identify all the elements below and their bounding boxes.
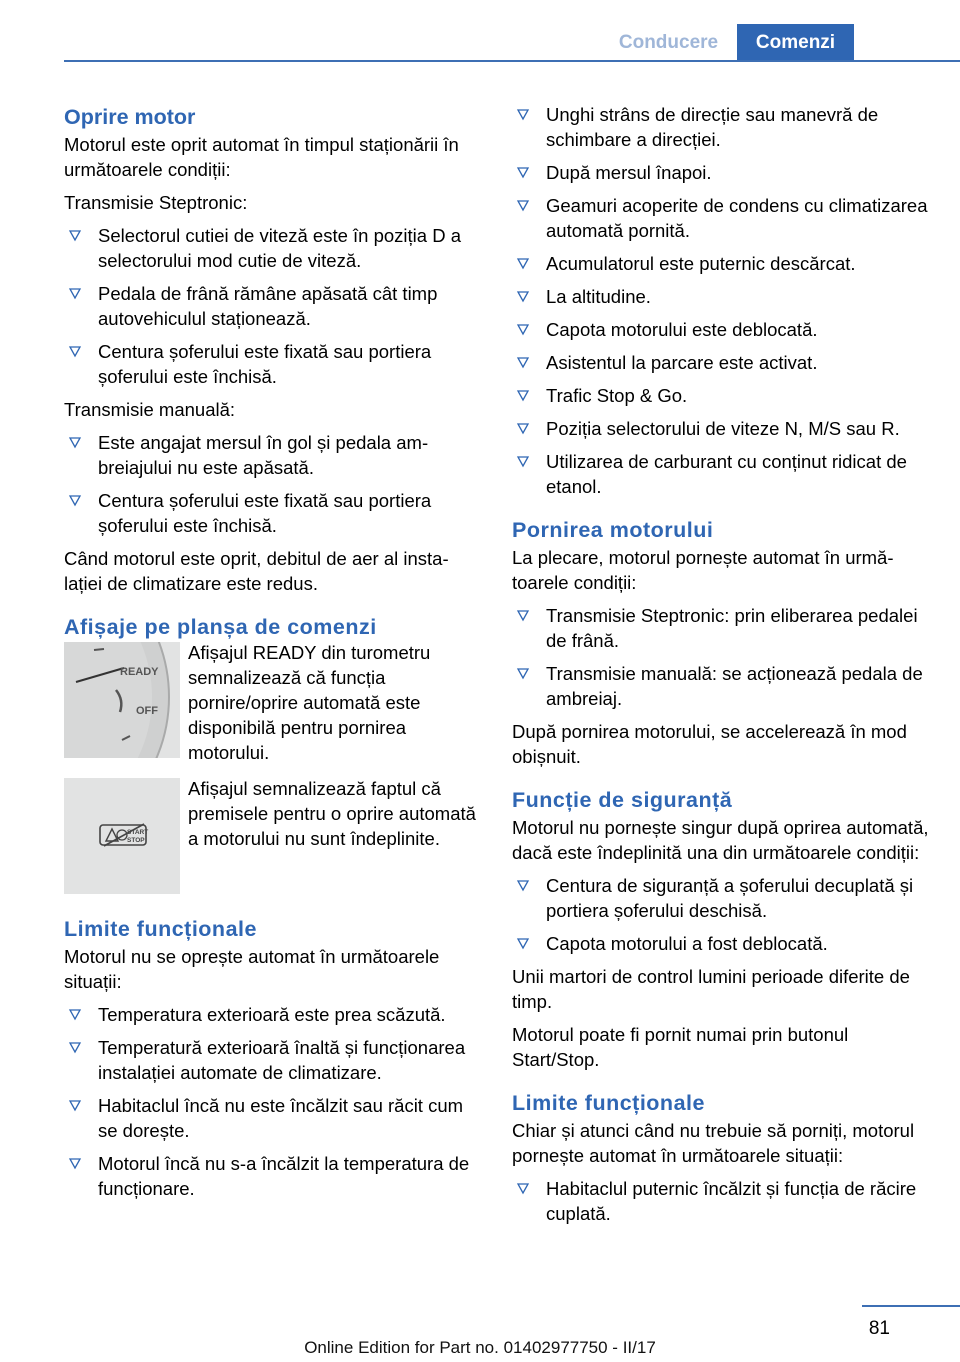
left-column <box>64 102 477 1209</box>
triangle-bullet-icon <box>67 1002 83 1027</box>
triangle-bullet-icon <box>515 661 531 686</box>
list-item: Transmisie Steptronic: prin eliberarea pedalei de frână. <box>512 603 930 653</box>
list-item: Temperatură exterioară înaltă și funcționarea instalației automate de climatizare. <box>64 1035 477 1085</box>
right-column <box>512 102 930 1234</box>
header-rule <box>64 60 960 62</box>
paragraph: Motorul poate fi pornit numai prin butonul Start/Stop. <box>512 1024 849 1070</box>
bullet-list <box>512 873 930 956</box>
triangle-bullet-icon <box>67 1035 83 1060</box>
figure-startstop-row <box>64 778 477 894</box>
triangle-bullet-icon <box>515 1176 531 1201</box>
list-item: Centura șoferului este fixată sau portiera șoferului este închisă. <box>64 339 477 389</box>
paragraph: Motorul nu pornește singur după oprirea automată, dacă este îndeplinită una din următoarele condiții: <box>512 817 929 863</box>
list-item: Transmisie manuală: se acționează pedala de ambreiaj. <box>512 661 930 711</box>
heading-afisaje: Afișaje pe planșa de comenzi <box>64 615 377 639</box>
startstop-warning-image <box>64 778 180 894</box>
list-item: Habitaclul încă nu este încălzit sau răcit cum se dorește. <box>64 1093 477 1143</box>
triangle-bullet-icon <box>67 339 83 364</box>
triangle-bullet-icon <box>515 449 531 474</box>
header-tab-conducere[interactable]: Conducere <box>600 24 737 62</box>
triangle-bullet-icon <box>515 350 531 375</box>
list-item: Utilizarea de carburant cu conținut ridicat de etanol. <box>512 449 930 499</box>
list-item: Selectorul cutiei de viteză este în poziția D a selectorului mod cutie de viteză. <box>64 223 477 273</box>
page-number: 81 <box>868 1318 890 1339</box>
bullet-list <box>512 102 930 499</box>
list-item: Motorul încă nu s-a încălzit la temperatura de funcționare. <box>64 1151 477 1201</box>
triangle-bullet-icon <box>67 1151 83 1176</box>
figure-ready-row <box>64 642 477 763</box>
start-stop-warning-icon <box>64 778 180 894</box>
bullet-list <box>64 223 477 389</box>
triangle-bullet-icon <box>515 160 531 185</box>
triangle-bullet-icon <box>67 430 83 455</box>
list-item: Poziția selectorului de viteze N, M/S sau R. <box>512 416 930 441</box>
list-item: Este angajat mersul în gol și pedala ambreiajului nu este apăsată. <box>64 430 477 480</box>
triangle-bullet-icon <box>515 603 531 628</box>
tachometer-icon <box>64 642 180 758</box>
triangle-bullet-icon <box>515 102 531 127</box>
list-item: Centura de siguranță a șoferului decuplată și portiera șoferului deschisă. <box>512 873 930 923</box>
triangle-bullet-icon <box>67 1093 83 1118</box>
triangle-bullet-icon <box>67 223 83 248</box>
list-item: Asistentul la parcare este activat. <box>512 350 930 375</box>
bullet-list <box>512 1176 930 1226</box>
paragraph: Unii martori de control lumini perioade diferite de timp. <box>512 966 910 1012</box>
paragraph: Transmisie manuală: <box>64 399 236 420</box>
list-item: Unghi strâns de direcție sau manevră de schimbare a direcției. <box>512 102 930 152</box>
list-item: Trafic Stop & Go. <box>512 383 930 408</box>
triangle-bullet-icon <box>515 873 531 898</box>
paragraph: Când motorul este oprit, debitul de aer al instalației de climatizare este redus. <box>64 548 449 594</box>
triangle-bullet-icon <box>515 931 531 956</box>
bullet-list <box>512 603 930 711</box>
heading-oprire-motor: Oprire motor <box>64 105 196 129</box>
list-item: Centura șoferului este fixată sau portiera șoferului este închisă. <box>64 488 477 538</box>
edition-footer: Online Edition for Part no. 01402977750 - II/17 <box>304 1338 656 1357</box>
heading-functie-de-siguranta: Funcție de siguranță <box>512 788 733 812</box>
triangle-bullet-icon <box>515 317 531 342</box>
heading-limite-functionale-2: Limite funcționale <box>512 1091 705 1115</box>
svg-text:STOP: STOP <box>127 837 145 844</box>
list-item: Temperatura exterioară este prea scăzută. <box>64 1002 477 1027</box>
paragraph: Motorul nu se oprește automat în următoarele situații: <box>64 946 440 992</box>
list-item: Habitaclul puternic încălzit și funcția de răcire cuplată. <box>512 1176 930 1226</box>
list-item: Capota motorului a fost deblocată. <box>512 931 930 956</box>
paragraph: Motorul este oprit automat în timpul staționării în următoarele condiții: <box>64 134 459 180</box>
svg-text:READY: READY <box>120 666 159 678</box>
figure-startstop-caption: Afișajul semnalizează faptul că premisele pentru o oprire automată a motorului nu sunt îndeplinite. <box>188 778 476 849</box>
triangle-bullet-icon <box>515 251 531 276</box>
triangle-bullet-icon <box>515 383 531 408</box>
paragraph: Chiar și atunci când nu trebuie să porniți, motorul pornește automat în următoarele situații: <box>512 1120 915 1166</box>
triangle-bullet-icon <box>515 416 531 441</box>
figure-ready-caption: Afișajul READY din turometru semnalizează că funcția pornire/oprire automată este disponibilă pentru pornirea motorului. <box>188 642 431 763</box>
list-item: După mersul înapoi. <box>512 160 930 185</box>
triangle-bullet-icon <box>515 193 531 218</box>
triangle-bullet-icon <box>67 488 83 513</box>
triangle-bullet-icon <box>515 284 531 309</box>
heading-pornirea-motorului: Pornirea motorului <box>512 518 714 542</box>
tachometer-ready-image <box>64 642 180 758</box>
list-item: Capota motorului este deblocată. <box>512 317 930 342</box>
list-item: Pedala de frână rămâne apăsată cât timp autovehiculul staționează. <box>64 281 477 331</box>
triangle-bullet-icon <box>67 281 83 306</box>
header-tab-comenzi[interactable]: Comenzi <box>737 24 854 62</box>
paragraph: La plecare, motorul pornește automat în următoarele condiții: <box>512 547 894 593</box>
list-item: Acumulatorul este puternic descărcat. <box>512 251 930 276</box>
list-item: La altitudine. <box>512 284 930 309</box>
bullet-list <box>64 1002 477 1201</box>
paragraph: După pornirea motorului, se accelerează în mod obișnuit. <box>512 721 907 767</box>
paragraph: Transmisie Steptronic: <box>64 192 248 213</box>
bullet-list <box>64 430 477 538</box>
footer-rule <box>862 1305 960 1307</box>
svg-text:OFF: OFF <box>136 705 158 717</box>
list-item: Geamuri acoperite de condens cu climatizarea automată pornită. <box>512 193 930 243</box>
svg-text:START: START <box>127 829 149 836</box>
heading-limite-functionale: Limite funcționale <box>64 917 257 941</box>
